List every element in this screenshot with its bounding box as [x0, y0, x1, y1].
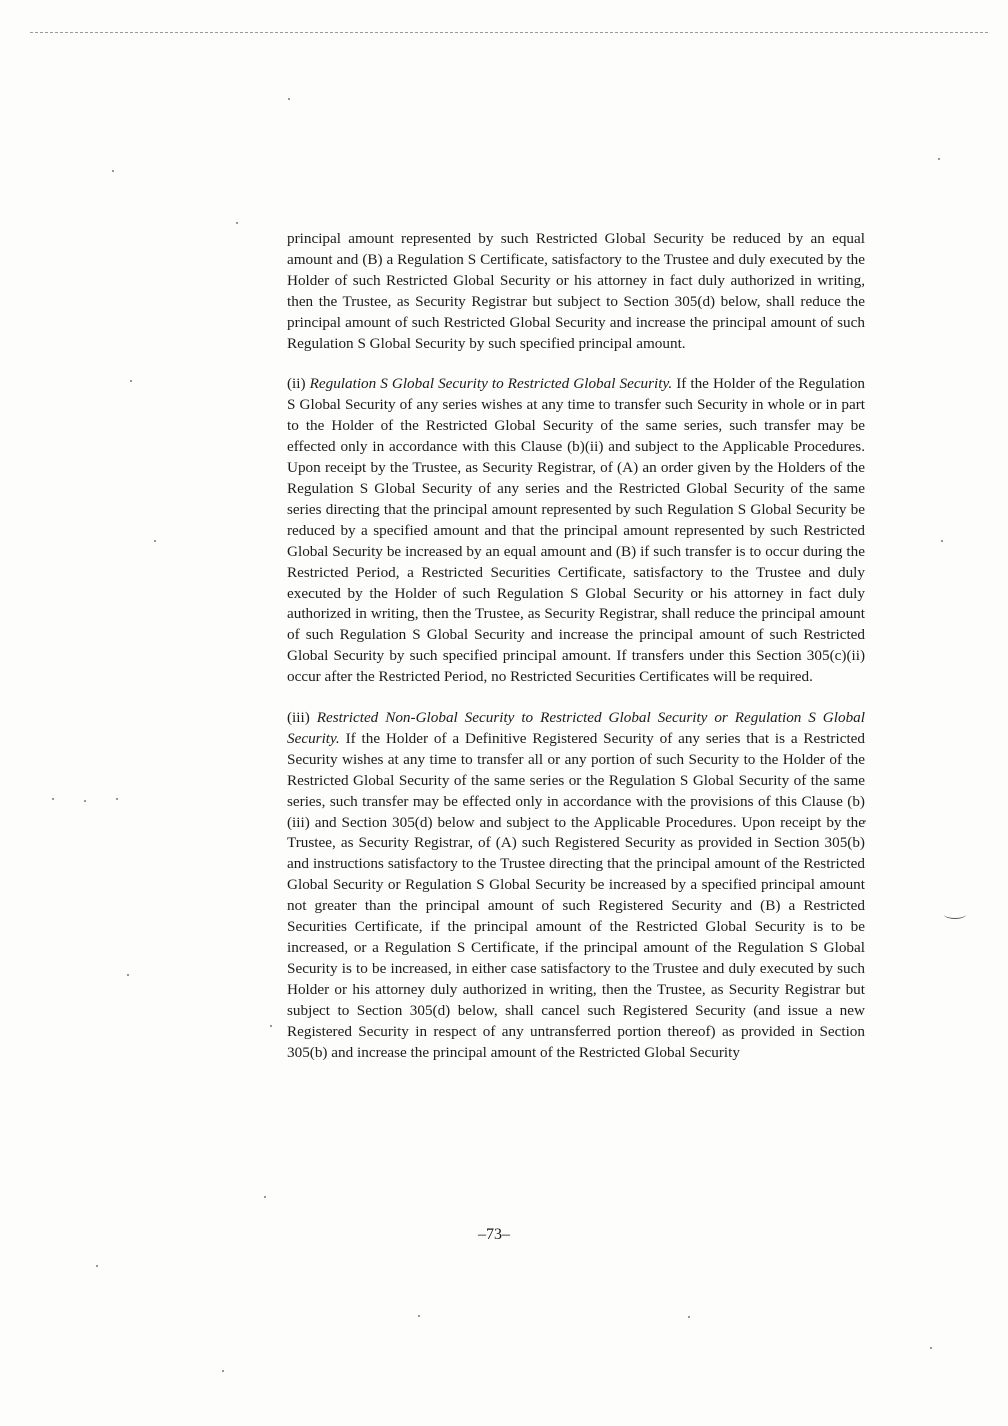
scan-speck: [127, 974, 129, 976]
scan-speck: [264, 1196, 266, 1198]
clause-heading: Restricted Non-Global Security to Restricted Global Security or Regulation S Global Security.: [287, 709, 865, 747]
scan-speck: [154, 540, 156, 542]
paragraph-clause-ii: [287, 374, 865, 688]
paragraph-text: If the Holder of a Definitive Registered Security of any series that is a Restricted Security wishes at any time to transfer all or any portion of such Security to the Holder of the Restricted Global Security of the same series or the Regulation S Global Security of the same series, such transfer may be effected only in accordance with the provisions of this Clause (b)(iii) and Section 305(d) below and subject to the Applicable Procedures. Upon receipt by the Trustee, as Security Registrar, of (A) such Registered Security as provided in Section 305(b) and instructions satisfactory to the Trustee directing that the principal amount of the Restricted Global Security or Regulation S Global Security be increased by a specified principal amount not greater than the principal amount of such Registered Security and (B) a Restricted Securities Certificate, if the principal amount of the Restricted Global Security is to be increased, or a Regulation S Certificate, if the principal amount of the Regulation S Global Security is to be increased, in either case satisfactory to the Trustee and duly executed by such Holder or his attorney duly authorized in writing, then the Trustee, as Security Registrar but subject to Section 305(d) below, shall cancel such Registered Security (and issue a new Registered Security in respect of any untransferred portion thereof) as provided in Section 305(b) and increase the principal amount of the Restricted Global Security: [287, 729, 866, 1061]
scan-speck: [84, 800, 86, 802]
paragraph-text: If the Holder of the Regulation S Global Security of any series wishes at any time to transfer such Security in whole or in part to the Holder of the Restricted Global Security of the same series, such transfer may be effected only in accordance with this Clause (b)(ii) and subject to the Applicable Procedures. Upon receipt by the Trustee, as Security Registrar, of (A) an order given by the Holders of the Regulation S Global Security of any series and the Restricted Global Security of the same series directing that the principal amount represented by such Regulation S Global Security be reduced by a specified amount and that the principal amount represented by such Restricted Global Security be increased by an equal amount and (B) if such transfer is to occur during the Restricted Period, a Restricted Securities Certificate, satisfactory to the Trustee and duly executed by the Holder of such Regulation S Global Security or his attorney in fact duly authorized in writing, then the Trustee, as Security Registrar, shall reduce the principal amount of such Regulation S Global Security and increase the principal amount of such Restricted Global Security by such specified principal amount. If transfers under this Section 305(c)(ii) occur after the Restricted Period, no Restricted Securities Certificates will be required.: [287, 375, 866, 686]
page-number: –73–: [478, 1226, 510, 1243]
clause-label: (ii): [287, 375, 306, 393]
scan-speck: [130, 380, 132, 382]
scan-speck: [222, 1370, 224, 1372]
paragraph-continuation: [287, 229, 865, 354]
scan-speck: [236, 222, 238, 224]
scan-speck: [941, 540, 943, 542]
scan-speck: [930, 1347, 932, 1349]
scan-speck: [96, 1265, 98, 1267]
scan-edge-artifact: [30, 32, 988, 33]
clause-label: (iii): [287, 709, 310, 727]
scan-speck: [270, 1025, 272, 1027]
paragraph-text: principal amount represented by such Restricted Global Security be reduced by an equal amount and (B) a Regulation S Certificate, satisfactory to the Trustee and duly executed by the Holder of such Restricted Global Security or his attorney in fact duly authorized in writing, then the Trustee, as Security Registrar but subject to Section 305(d) below, shall reduce the principal amount of such Restricted Global Security and increase the principal amount of such Regulation S Global Security by such specified principal amount.: [287, 230, 865, 352]
scan-speck: [288, 98, 290, 100]
scan-speck: [688, 1316, 690, 1318]
scan-speck: [116, 798, 118, 800]
scan-edge-mark: [944, 910, 966, 919]
scan-speck: [938, 158, 940, 160]
clause-heading: Regulation S Global Security to Restricted Global Security.: [309, 375, 673, 393]
body-text: [287, 229, 865, 1083]
paragraph-clause-iii: [287, 708, 865, 1063]
scan-speck: [112, 170, 114, 172]
scan-speck: [52, 798, 54, 800]
scan-speck: [418, 1315, 420, 1317]
